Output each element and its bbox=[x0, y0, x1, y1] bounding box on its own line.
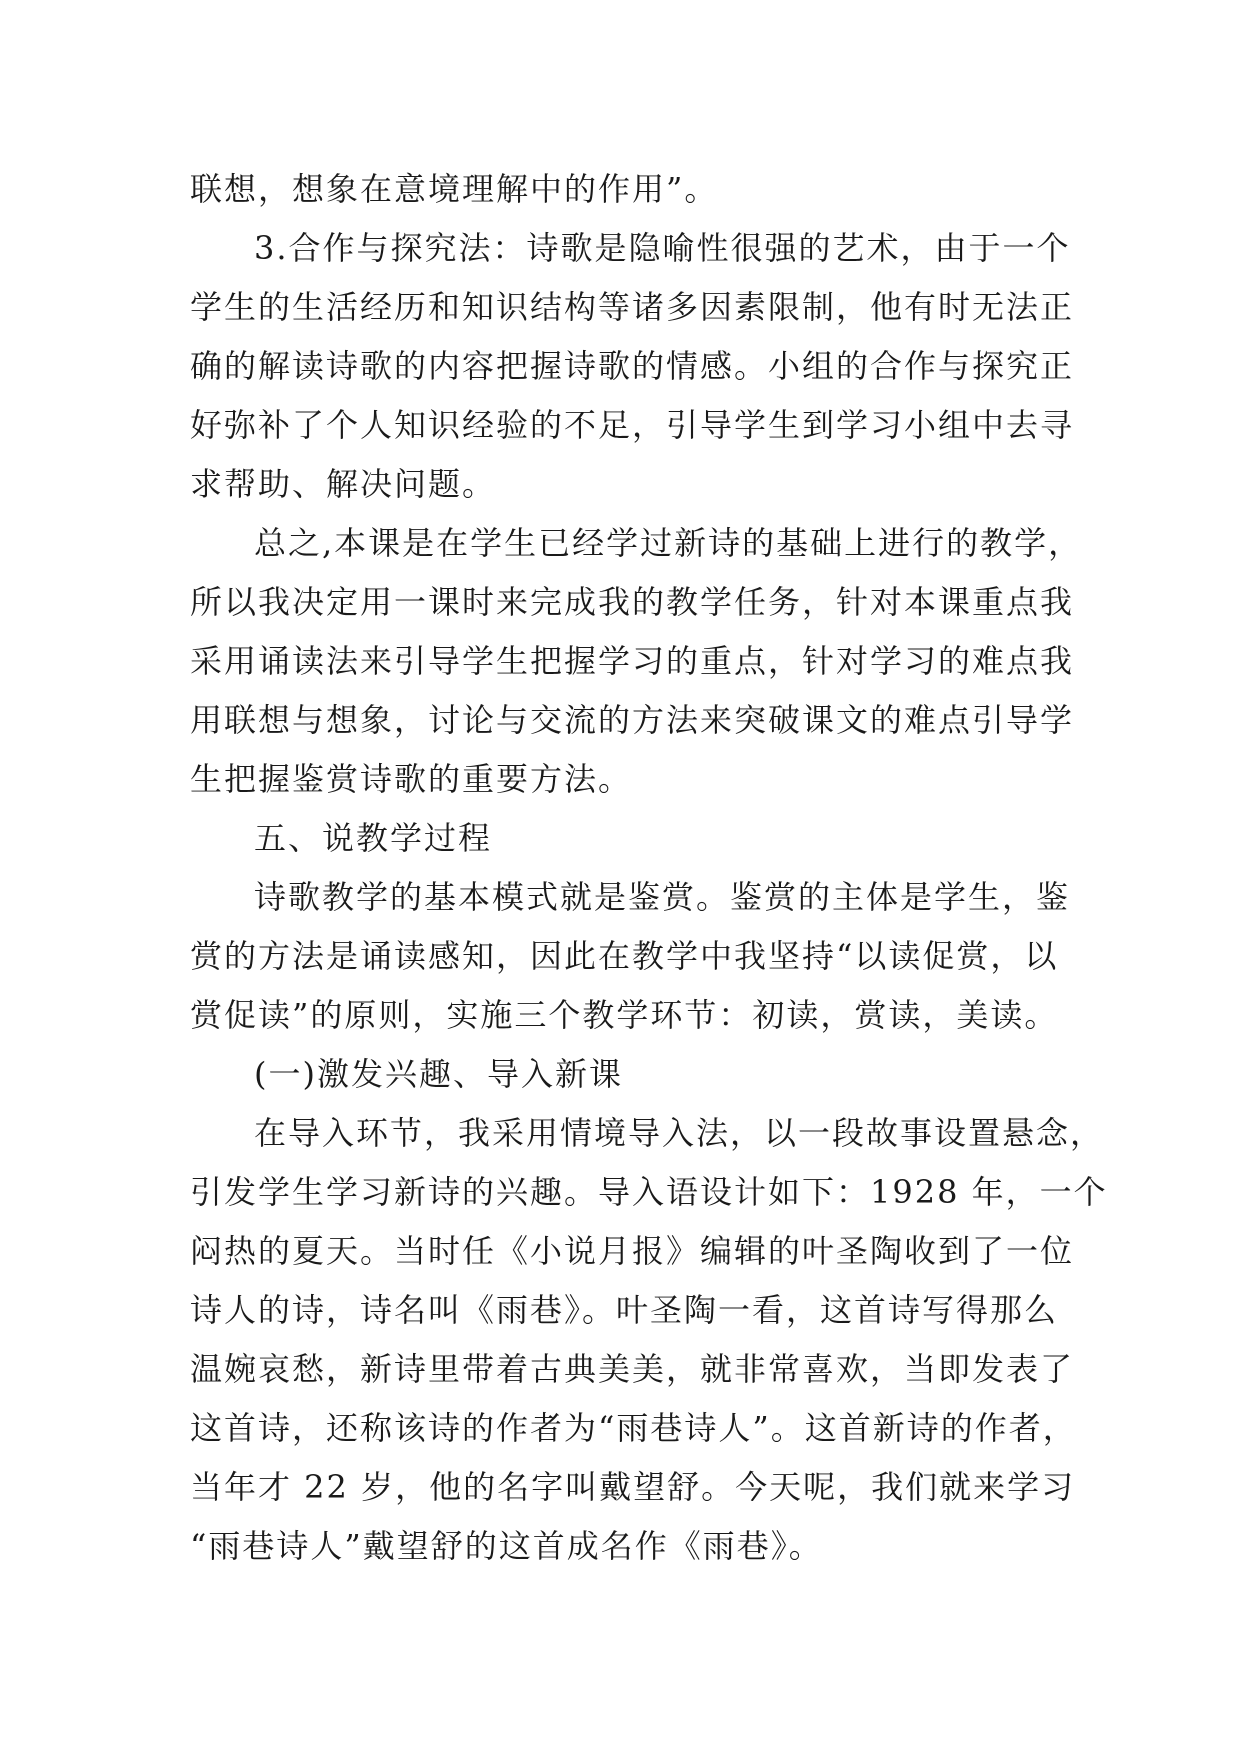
text-line: 采用诵读法来引导学生把握学习的重点，针对学习的难点我 bbox=[190, 642, 1075, 680]
text-line: 赏促读”的原则，实施三个教学环节：初读，赏读，美读。 bbox=[190, 996, 1059, 1034]
text-line: 学生的生活经历和知识结构等诸多因素限制，他有时无法正 bbox=[190, 288, 1075, 326]
text-line: 所以我决定用一课时来完成我的教学任务，针对本课重点我 bbox=[190, 583, 1075, 621]
text-line: 好弥补了个人知识经验的不足，引导学生到学习小组中去寻 bbox=[190, 406, 1075, 444]
text-line: 引发学生学习新诗的兴趣。导入语设计如下：1928 年，一个 bbox=[190, 1173, 1108, 1211]
text-line: 3.合作与探究法：诗歌是隐喻性很强的艺术，由于一个 bbox=[254, 229, 1071, 267]
text-line: 当年才 22 岁，他的名字叫戴望舒。今天呢，我们就来学习 bbox=[190, 1468, 1076, 1506]
text-line: 确的解读诗歌的内容把握诗歌的情感。小组的合作与探究正 bbox=[190, 347, 1075, 385]
text-line: 在导入环节，我采用情境导入法，以一段故事设置悬念， bbox=[254, 1114, 1105, 1152]
text-line: 总之,本课是在学生已经学过新诗的基础上进行的教学， bbox=[254, 524, 1083, 562]
text-line: 求帮助、解决问题。 bbox=[190, 465, 497, 503]
text-line: 赏的方法是诵读感知，因此在教学中我坚持“以读促赏，以 bbox=[190, 937, 1059, 975]
text-line: 诗人的诗，诗名叫《雨巷》。叶圣陶一看，这首诗写得那么 bbox=[190, 1291, 1059, 1329]
document-page bbox=[190, 160, 1108, 1576]
text-line: “雨巷诗人”戴望舒的这首成名作《雨巷》。 bbox=[190, 1527, 823, 1565]
text-line: 诗歌教学的基本模式就是鉴赏。鉴赏的主体是学生，鉴 bbox=[254, 878, 1071, 916]
subsection-heading: (一)激发兴趣、导入新课 bbox=[254, 1055, 623, 1093]
text-line: 温婉哀愁，新诗里带着古典美美，就非常喜欢，当即发表了 bbox=[190, 1350, 1075, 1388]
text-line: 生把握鉴赏诗歌的重要方法。 bbox=[190, 760, 633, 798]
section-heading: 五、说教学过程 bbox=[254, 819, 493, 857]
text-line: 用联想与想象，讨论与交流的方法来突破课文的难点引导学 bbox=[190, 701, 1075, 739]
text-line: 闷热的夏天。当时任《小说月报》编辑的叶圣陶收到了一位 bbox=[190, 1232, 1075, 1270]
text-line: 这首诗，还称该诗的作者为“雨巷诗人”。这首新诗的作者， bbox=[190, 1409, 1077, 1447]
text-line: 联想，想象在意境理解中的作用”。 bbox=[190, 170, 719, 208]
